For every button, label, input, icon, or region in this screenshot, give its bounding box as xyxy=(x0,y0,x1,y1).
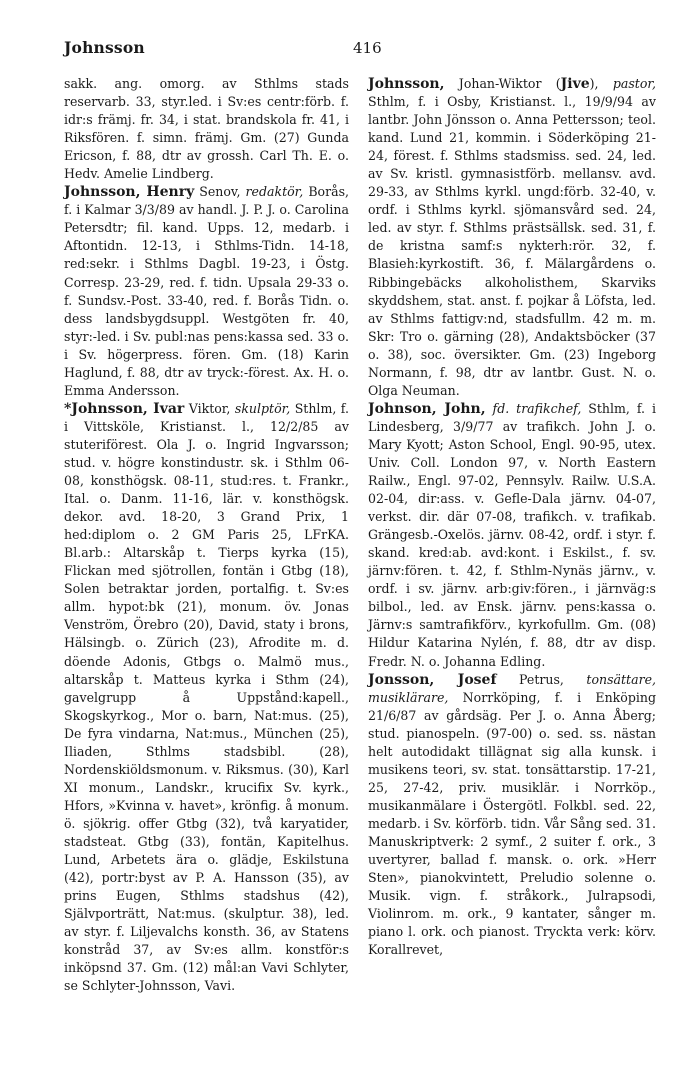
given-name: Senov, xyxy=(194,184,246,200)
entry-josef-jonsson xyxy=(368,671,656,960)
occupation: skulptör, xyxy=(234,400,291,416)
entry-text: sakk. ang. omorg. av Sthlms stads reservarb. 33, styr.led. i Sv:es centr:förb. f. idr:s främj. fr. 34, i stat. brandskola fr. 41, i Riksfören. f. simn. främj. Gm. (27) Gunda Ericson, f. 88, dtr av grossh. Carl Th. E. o. Hedv. Amelie Lindberg. xyxy=(64,76,349,182)
page-number: 416 xyxy=(353,39,382,57)
occupation: fd. trafikchef, xyxy=(485,400,582,416)
occupation: tonsättare, musiklärare, xyxy=(368,671,656,705)
entry-text: Borås, f. i Kalmar 3/3/89 av handl. J. P. J. o. Carolina Petersdtr; fil. kand. Upps. 12, medarb. i Aftontidn. 12-13, i Sthlms-Tidn. 14-18, red:sekr. i Sthlms Dagbl. 19-23, i Östg. Corresp. 23-29, red. f. tidn. Upsala 29-33 o. f. Sundsv.-Post. 33-40, red. f. Borås Tidn. o. dess landsbygdsuppl. Westgöten fr. 40, styr:-led. i Sv. publ:nas pens:kassa sed. 33 o. i Sv. högerpress. fören. Gm. (18) Karin Haglund, f. 88, dtr av tryck:-förest. Ax. H. o. Emma Andersson. xyxy=(64,184,349,398)
entry-john-johnson xyxy=(368,400,656,671)
entry-continuation xyxy=(64,75,349,183)
running-head: Johnsson xyxy=(64,38,145,57)
given-name: Johan-Wiktor ( xyxy=(444,76,561,91)
headword: Jonsson, Josef xyxy=(368,671,497,688)
headword: Johnson, John, xyxy=(368,400,486,417)
headword: *Johnsson, Ivar xyxy=(64,400,185,417)
entry-text: Norrköping, f. i Enköping 21/6/87 av gårdsäg. Per J. o. Anna Åberg; stud. pianospeln. (97-00) o. sed. ss. nästan helt autodidakt tillägnat sig alla kunsk. i musikens teori, sv. stat. tonsättarstip. 17-21, 25, 27-42, priv. musiklär. i Norrköp., musikanmälare i Östergötl. Folkbl. sed. 22, medarb. i Sv. körförb. tidn. Vår Sång sed. 31. Manuskriptverk: 2 symf., 2 suiter f. ork., 3 uvertyrer, ballad f. mansk. o. ork. »Herr Sten», pianokvintett, Preludio solenne o. Musik. vign. f. stråkork., Julrapsodi, Violinrom. m. ork., 9 kantater, sånger m. piano l. ork. och pianost. Tryckta verk: körv. Korallrevet, xyxy=(368,689,656,958)
headword: Johnsson, Henry xyxy=(64,184,195,201)
given-name: Viktor, xyxy=(184,400,235,416)
headword: Johnsson, xyxy=(368,76,445,92)
occupation: redaktör, xyxy=(245,184,304,200)
given-name: Petrus, xyxy=(496,671,587,687)
entry-johan-wiktor-johnsson xyxy=(368,75,656,400)
given-name-end: ), xyxy=(589,76,613,91)
entry-text: Sthlm, f. i Osby, Kristianst. l., 19/9/94 av lantbr. John Jönsson o. Anna Pettersson; teol. kand. Lund 21, kommin. i Söderköping 21-24, förest. f. Sthlms stadsmiss. sed. 24, led. av Sv. kristl. gymnasistförb. mellansv. avd. 29-33, av Sthlms kyrkl. ungd:förb. 32-40, v. ordf. i Sthlms kyrkl. sjömansvård sed. 24, led. av styr. f. Sthlms prästsällsk. sed. 31, f. de kristna samf:s nykterh:rör. 32, f. Blasieh:kyrkostift. 36, f. Mälargårdens o. Ribbingebäcks alkoholisthem, Skarviks skyddshem, stat. anst. f. pojkar å Löfsta, led. av Sthlms fattigv:nd, stadsfullm. 42 m. m. Skr: Tro o. gärning (28), Andaktsböcker (37 o. 38), soc. översikter. Gm. (23) Ingeborg Normann, f. 98, dtr av lantbr. Gust. N. o. Olga Neuman. xyxy=(368,94,656,398)
page-header xyxy=(64,38,648,60)
entry-henry-johnsson xyxy=(64,183,349,400)
right-column xyxy=(368,75,656,959)
entry-text: Sthlm, f. i Lindesberg, 3/9/77 av trafikch. John J. o. Mary Kyott; Aston School, Engl. 90-95, utex. Univ. Coll. London 97, v. North Eastern Railw., Engl. 97-02, Pennsylv. Railw. U.S.A. 02-04, dir:ass. v. Gefle-Dala järnv. 04-07, verkst. dir. där 07-08, trafikch. v. trafikab. Grängesb.-Oxelös. järnv. 08-42, ordf. i styr. f. skand. kred:ab. avd:kont. i Eskilst., f. sv. järnv:fören. t. 42, f. Sthlm-Nynäs järnv., v. ordf. i sv. järnv. arb:giv:fören., i järnväg:s bilbol., led. av Ensk. järnv. pens:kassa o. Järnv:s samtrafikförv., kyrkofullm. Gm. (08) Hildur Katarina Nylén, f. 88, dtr av disp. Fredr. N. o. Johanna Edling. xyxy=(368,400,656,669)
entry-text: Sthlm, f. i Vittsköle, Kristianst. l., 12/2/85 av stuteriförest. Ola J. o. Ingrid Ingvarsson; stud. v. högre konstindustr. sk. i Sthlm 06-08, konsthögsk. 08-11, stud:res. t. Frankr., Ital. o. Danm. 11-16, lär. v. konsthögsk. dekor. avd. 18-20, 3 Grand Prix, 1 hed:diplom o. 2 GM Paris 25, LFrKA. Bl.arb.: Altarskåp t. Tierps kyrka (15), Flickan med sjötrollen, fontän i Gtbg (18), Solen betraktar jorden, portalfig. t. Sv:es allm. hypot:bk (21), monum. öv. Jonas Venström, Örebro (20), David, staty i brons, Hälsingb. o. Zürich (23), Afrodite m. d. döende Adonis, Gtbgs o. Malmö mus., altarskåp t. Matteus kyrka i Sthm (24), gavelgrupp å Uppstånd:kapell., Skogskyrkog., Mor o. barn, Nat:mus. (25), De fyra vindarna, Nat:mus., München (25), Iliaden, Sthlms stadsbibl. (28), Nordenskiöldsmonum. v. Riksmus. (30), Karl XI monum., Landskr., krucifix Sv. kyrk., Hfors, »Kvinna v. havet», krönfig. å monum. ö. sjökrig. offer Gtbg (32), två karyatider, stadsteat. Gtbg (33), fontän, Kapitelhus. Lund, Arbetets ära o. glädje, Eskilstuna (42), portr:byst av P. A. Hansson (35), av prins Eugen, Sthlms stadshus (42), Självporträtt, Nat:mus. (skulptur. 38), led. av styr. f. Liljevalchs konsth. 36, av Statens konstråd 37, av Sv:es allm. konstför:s inköpsnd 37. Gm. (12) mål:an Vavi Schlyter, se Schlyter-Johnsson, Vavi. xyxy=(64,400,349,994)
left-column xyxy=(64,75,349,995)
nickname: Jive xyxy=(560,76,590,92)
entry-ivar-johnsson xyxy=(64,400,349,996)
occupation: pastor, xyxy=(612,76,656,91)
